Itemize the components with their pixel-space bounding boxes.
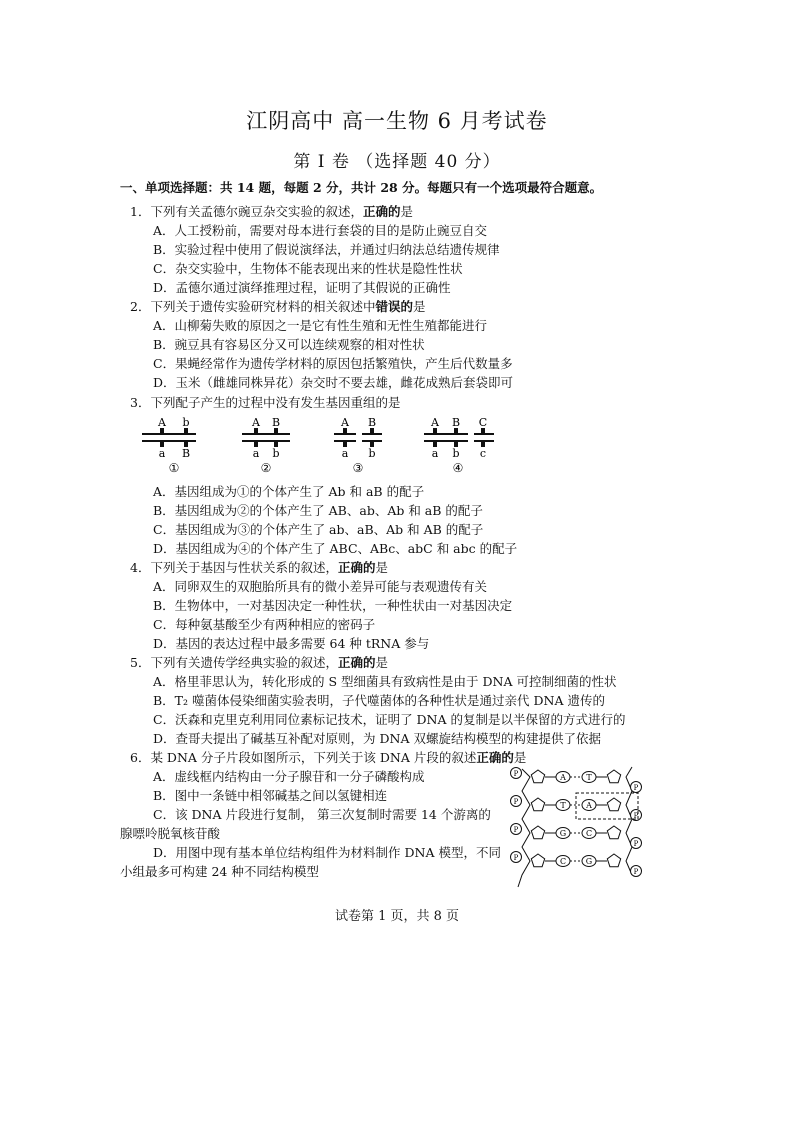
question-1-option-c: C．杂交实验中，生物体不能表现出来的性状是隐性性状 <box>153 261 463 276</box>
section-heading: 一、单项选择题：共 14 题，每题 2 分，共计 28 分。每题只有一个选项最符合题意。 <box>120 180 603 195</box>
question-1-stem: 1．下列有关孟德尔豌豆杂交实验的叙述，正确的是 <box>130 204 413 219</box>
allele-label: B <box>367 417 377 429</box>
sugar-right <box>607 770 620 783</box>
question-6-option-a: A．虚线框内结构由一分子腺苷和一分子磷酸构成 <box>153 769 425 784</box>
panel-number: ④ <box>452 461 464 475</box>
sugar-left <box>531 770 544 783</box>
base-label-left: G <box>559 829 567 838</box>
question-6-stem: 6．某 DNA 分子片段如图所示，下列关于该 DNA 片段的叙述正确的是 <box>130 750 527 765</box>
allele-label: a <box>341 447 349 460</box>
allele-label: A <box>158 417 166 429</box>
panel-number: ① <box>168 461 180 475</box>
question-1-option-b: B．实验过程中使用了假说演绎法，并通过归纳法总结遗传规律 <box>153 242 500 257</box>
panel-number: ③ <box>352 461 364 475</box>
phosphate-label: P <box>513 798 519 806</box>
base-label-right: T <box>586 773 592 782</box>
base-label-right: C <box>585 829 593 838</box>
question-5-option-d: D．查哥夫提出了碱基互补配对原则，为 DNA 双螺旋结构模型的构建提供了依据 <box>153 731 601 746</box>
sugar-left <box>531 798 544 811</box>
allele-label: b <box>182 417 190 429</box>
question-4-option-d: D．基因的表达过程中最多需要 64 种 tRNA 参与 <box>153 636 430 651</box>
base-label-right: G <box>585 857 593 866</box>
question-6-option-c: C．该 DNA 片段进行复制， 第三次复制时需要 14 个游离的腺嘌呤脱氧核苷酸 <box>120 807 491 841</box>
question-1-option-a: A．人工授粉前，需要对母本进行套袋的目的是防止豌豆自交 <box>153 223 488 238</box>
question-3-option-d: D．基因组成为④的个体产生了 ABC、ABc、abC 和 abc 的配子 <box>153 541 518 556</box>
allele-label: a <box>158 447 166 460</box>
question-4-option-b: B．生物体中，一对基因决定一种性状，一种性状由一对基因决定 <box>153 598 513 613</box>
question-3-option-c: C．基因组成为③的个体产生了 ab、aB、Ab 和 AB 的配子 <box>153 522 484 537</box>
phosphate-label: P <box>513 854 519 862</box>
allele-label: A <box>341 417 349 429</box>
question-5-option-c: C．沃森和克里克利用同位素标记技术，证明了 DNA 的复制是以半保留的方式进行的 <box>153 712 626 727</box>
question-2-option-b: B．豌豆具有容易区分又可以连续观察的相对性状 <box>153 337 425 352</box>
chromosome-panel-1 <box>142 417 196 475</box>
phosphate-label: P <box>633 868 639 876</box>
exam-title: 江阴高中 高一生物 6 月考试卷 <box>246 109 548 133</box>
chromosome-panel-3 <box>334 417 382 475</box>
question-5-option-a: A．格里菲思认为，转化形成的 S 型细菌具有致病性是由于 DNA 可控制细菌的性状 <box>153 674 617 689</box>
allele-label: a <box>431 447 439 460</box>
question-1-option-d: D．孟德尔通过演绎推理过程，证明了其假说的正确性 <box>153 280 451 295</box>
phosphate-label: P <box>633 784 639 792</box>
base-label-left: A <box>560 773 566 782</box>
base-label-left: T <box>560 801 566 810</box>
part-subtitle: 第 I 卷 （选择题 40 分） <box>293 152 501 172</box>
question-6-option-b: B．图中一条链中相邻碱基之间以氢键相连 <box>153 788 388 803</box>
phosphate-label: P <box>633 812 639 820</box>
allele-label: B <box>181 447 191 460</box>
sugar-left <box>531 826 544 839</box>
question-3-option-a: A．基因组成为①的个体产生了 Ab 和 aB 的配子 <box>153 484 425 499</box>
allele-label: a <box>252 447 260 460</box>
phosphate-label: P <box>513 770 519 778</box>
allele-label: B <box>271 417 281 429</box>
question-2-option-c: C．果蝇经常作为遗传学材料的原因包括繁殖快，产生后代数量多 <box>153 356 513 371</box>
allele-label: b <box>452 447 460 460</box>
sugar-right <box>607 798 620 811</box>
sugar-right <box>607 854 620 867</box>
allele-label: A <box>431 417 439 429</box>
base-label-right: A <box>586 801 592 810</box>
sugar-right <box>607 826 620 839</box>
allele-label: C <box>478 417 488 429</box>
chromosome-panel-4 <box>424 417 494 475</box>
allele-label: b <box>368 447 376 460</box>
chromosome-panel-2 <box>242 417 290 475</box>
page-footer: 试卷第 1 页，共 8 页 <box>334 909 460 924</box>
phosphate-label: P <box>513 826 519 834</box>
question-4-stem: 4．下列关于基因与性状关系的叙述，正确的是 <box>130 560 388 575</box>
question-5-option-b: B．T₂ 噬菌体侵染细菌实验表明，子代噬菌体的各种性状是通过亲代 DNA 遗传的 <box>153 693 605 708</box>
dna-structure-figure <box>508 763 643 890</box>
sugar-left <box>531 854 544 867</box>
question-2-stem: 2．下列关于遗传实验研究材料的相关叙述中错误的是 <box>130 299 426 314</box>
question-2-option-d: D．玉米（雌雄同株异花）杂交时不要去雄，雌花成熟后套袋即可 <box>153 375 514 390</box>
question-4-option-a: A．同卵双生的双胞胎所具有的微小差异可能与表观遗传有关 <box>153 579 488 594</box>
chromosome-figure <box>140 417 510 475</box>
allele-label: B <box>451 417 461 429</box>
allele-label: b <box>272 447 280 460</box>
allele-label: c <box>479 447 487 460</box>
base-label-left: C <box>559 857 567 866</box>
panel-number: ② <box>260 461 272 475</box>
question-3-option-b: B．基因组成为②的个体产生了 AB、ab、Ab 和 aB 的配子 <box>153 503 483 518</box>
right-backbone <box>626 767 632 875</box>
question-3-stem: 3．下列配子产生的过程中没有发生基因重组的是 <box>130 395 401 410</box>
question-2-option-a: A．山柳菊失败的原因之一是它有性生殖和无性生殖都能进行 <box>153 318 488 333</box>
question-6-option-d: D．用图中现有基本单位结构组件为材料制作 DNA 模型，不同小组最多可构建 24 种不同结构模型 <box>120 845 501 879</box>
chromosome-diagram <box>140 417 510 475</box>
dna-diagram <box>508 763 643 890</box>
question-5-stem: 5．下列有关遗传学经典实验的叙述，正确的是 <box>130 655 388 670</box>
allele-label: A <box>252 417 260 429</box>
phosphate-label: P <box>633 840 639 848</box>
question-4-option-c: C．每种氨基酸至少有两种相应的密码子 <box>153 617 376 632</box>
